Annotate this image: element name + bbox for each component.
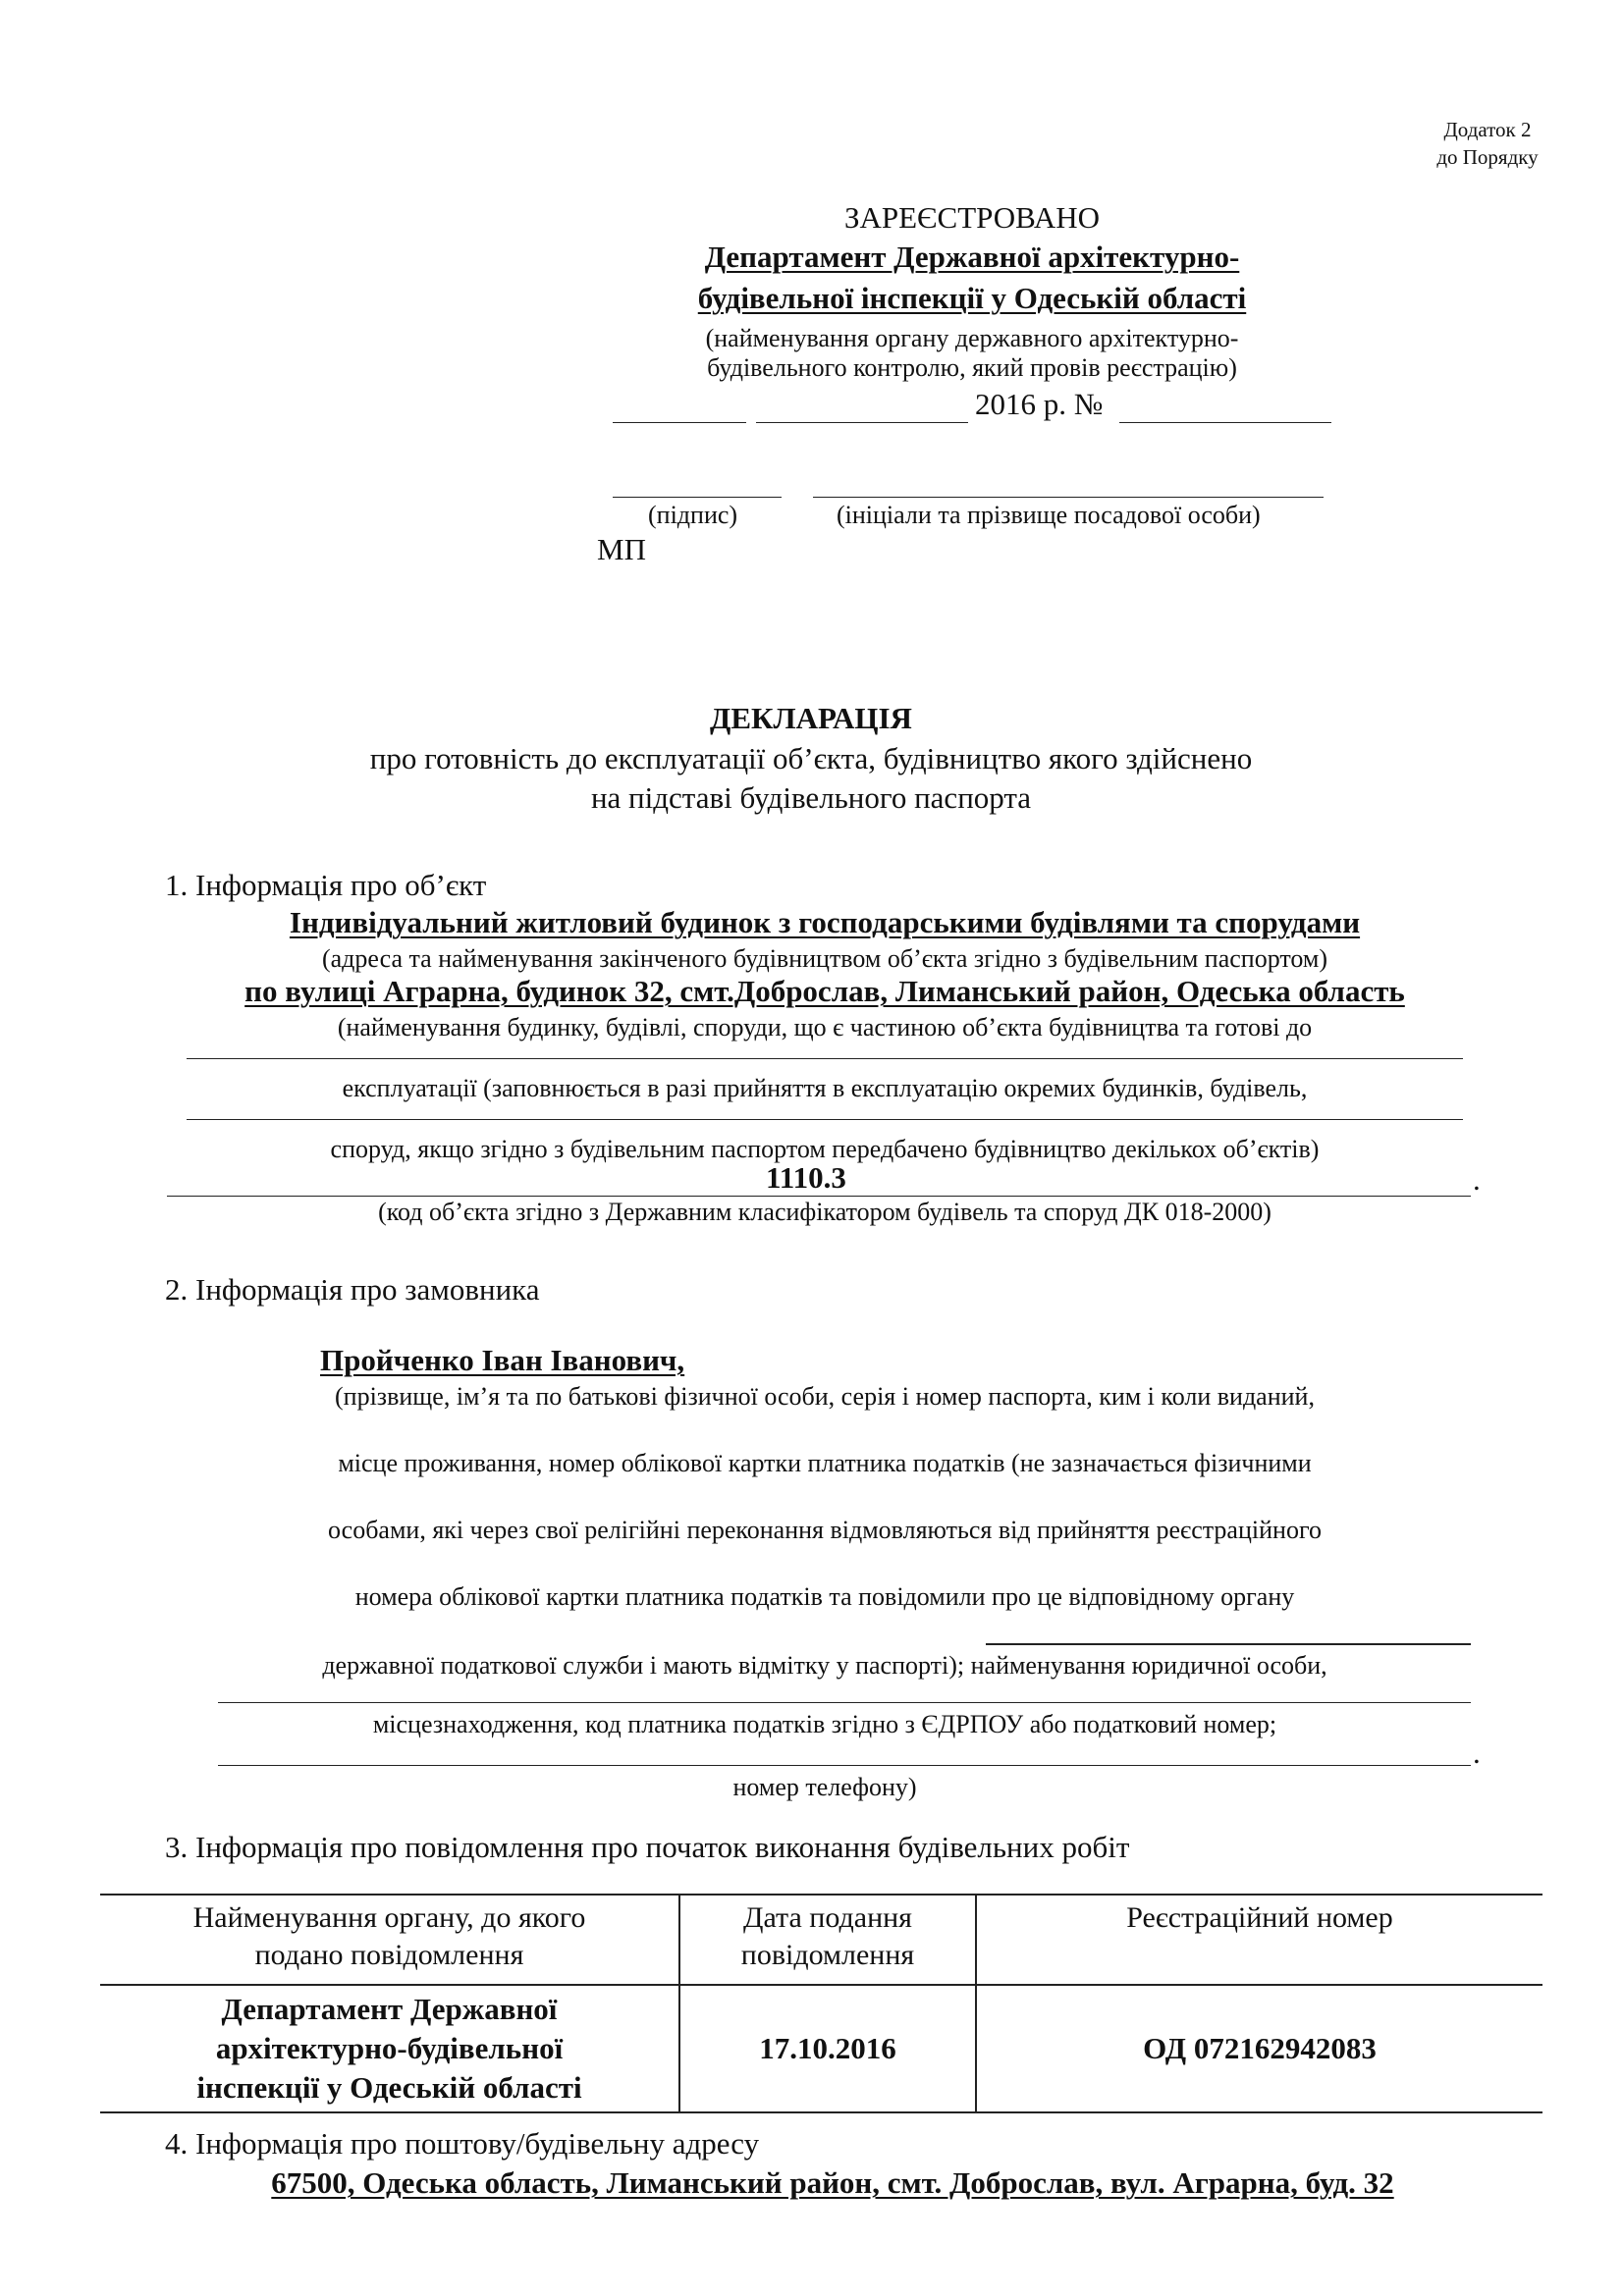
appendix-line-2: до Порядку	[1436, 145, 1539, 169]
customer-note-3: особами, які через свої релігійні переконання відмовляються від прийняття реєстраційного	[328, 1516, 1322, 1544]
object-part-line-2	[187, 1119, 1463, 1120]
customer-note-5: державної податкової служби і мають відмітку у паспорті); найменування юридичної особи,	[322, 1651, 1327, 1680]
customer-note-1: (прізвище, ім’я та по батькові фізичної особи, серія і номер паспорта, ким і коли виданий,	[335, 1382, 1315, 1411]
table-cell-organ-line-2: архітектурно-будівельної	[215, 2031, 564, 2065]
section-4-heading: 4. Інформація про поштову/будівельну адресу	[165, 2126, 760, 2161]
table-header-date	[679, 1895, 976, 1985]
object-code: 1110.3	[766, 1160, 846, 1195]
customer-note-6: місцезнаходження, код платника податків згідно з ЄДРПОУ або податковий номер;	[372, 1710, 1277, 1738]
official-label: (ініціали та прізвище посадової особи)	[837, 501, 1261, 529]
table-header-date-line-2: повідомлення	[740, 1939, 915, 1971]
registration-org-line-1: Департамент Державної архітектурно-	[704, 240, 1240, 274]
registration-date-text: 2016 р. №	[975, 387, 1104, 421]
registration-org-line-2: будівельної інспекції у Одеській області	[697, 281, 1247, 315]
signature-label: (підпис)	[648, 501, 738, 529]
customer-name: Пройченко Іван Іванович,	[320, 1343, 685, 1377]
table-header-row	[100, 1895, 1542, 1985]
seal-mark: МП	[597, 532, 646, 566]
declaration-title: ДЕКЛАРАЦІЯ	[710, 701, 912, 735]
customer-note-line	[986, 1643, 1471, 1645]
registration-title: ЗАРЕЄСТРОВАНО	[843, 200, 1101, 235]
customer-note-7: номер телефону)	[732, 1773, 917, 1801]
date-month-line	[756, 422, 968, 423]
table-cell-number: ОД 072162942083	[976, 1985, 1542, 2112]
table-cell-organ-line-1: Департамент Державної	[221, 1992, 558, 2026]
object-part-note-3: споруд, якщо згідно з будівельним паспортом передбачено будівництво декількох об’єктів)	[330, 1135, 1320, 1163]
object-name: Індивідуальний житловий будинок з господарськими будівлями та спорудами	[289, 905, 1361, 939]
postal-address: 67500, Одеська область, Лиманський район, смт. Доброслав, вул. Аграрна, буд. 32	[271, 2165, 1394, 2200]
section-3-heading: 3. Інформація про повідомлення про початок виконання будівельних робіт	[165, 1830, 1130, 1864]
customer-line-1	[218, 1702, 1471, 1703]
signature-line	[613, 497, 782, 498]
table-header-number: Реєстраційний номер	[976, 1895, 1542, 1985]
object-address-note: (адреса та найменування закінченого будівництвом об’єкта згідно з будівельним паспортом)	[321, 944, 1328, 973]
registration-number-line	[1119, 422, 1331, 423]
table-header-organ	[100, 1895, 679, 1985]
table-cell-date: 17.10.2016	[679, 1985, 976, 2112]
object-address: по вулиці Аграрна, будинок 32, смт.Доброслав, Лиманський район, Одеська область	[244, 974, 1405, 1008]
registration-org-note-1: (найменування органу державного архітектурно-	[705, 324, 1239, 352]
customer-note-2: місце проживання, номер облікової картки платника податків (не зазначається фізичними	[338, 1449, 1312, 1477]
table-header-organ-line-2: подано повідомлення	[254, 1939, 524, 1971]
declaration-subtitle-2: на підставі будівельного паспорта	[590, 780, 1032, 815]
notification-table	[100, 1894, 1542, 2113]
object-part-note-1: (найменування будинку, будівлі, споруди, що є частиною об’єкта будівництва та готові до	[337, 1013, 1313, 1041]
appendix-line-1: Додаток 2	[1443, 118, 1532, 141]
section-2-heading: 2. Інформація про замовника	[165, 1272, 540, 1307]
object-code-period: .	[1473, 1162, 1481, 1197]
declaration-subtitle-1: про готовність до експлуатації об’єкта, будівництво якого здійснено	[369, 741, 1253, 775]
object-code-note: (код об’єкта згідно з Державним класифікатором будівель та споруд ДК 018-2000)	[378, 1198, 1271, 1226]
registration-org-note-2: будівельного контролю, який провів реєстрацію)	[707, 353, 1237, 382]
appendix-note	[1414, 116, 1561, 171]
customer-line-period: .	[1473, 1735, 1481, 1770]
date-day-line	[613, 422, 746, 423]
object-part-line-1	[187, 1058, 1463, 1059]
customer-line-2	[218, 1765, 1471, 1766]
table-row	[100, 1985, 1542, 2112]
object-part-note-2: експлуатації (заповнюється в разі прийняття в експлуатацію окремих будинків, будівель,	[342, 1074, 1308, 1102]
customer-note-4: номера облікової картки платника податків та повідомили про це відповідному органу	[354, 1582, 1295, 1611]
section-1-heading: 1. Інформація про об’єкт	[165, 868, 487, 902]
object-code-line	[167, 1196, 1471, 1197]
table-header-organ-line-1: Найменування органу, до якого	[192, 1901, 586, 1934]
table-header-date-line-1: Дата подання	[743, 1901, 912, 1934]
official-name-line	[813, 497, 1324, 498]
table-cell-organ	[100, 1985, 679, 2112]
table-cell-organ-line-3: інспекції у Одеській області	[196, 2070, 582, 2105]
